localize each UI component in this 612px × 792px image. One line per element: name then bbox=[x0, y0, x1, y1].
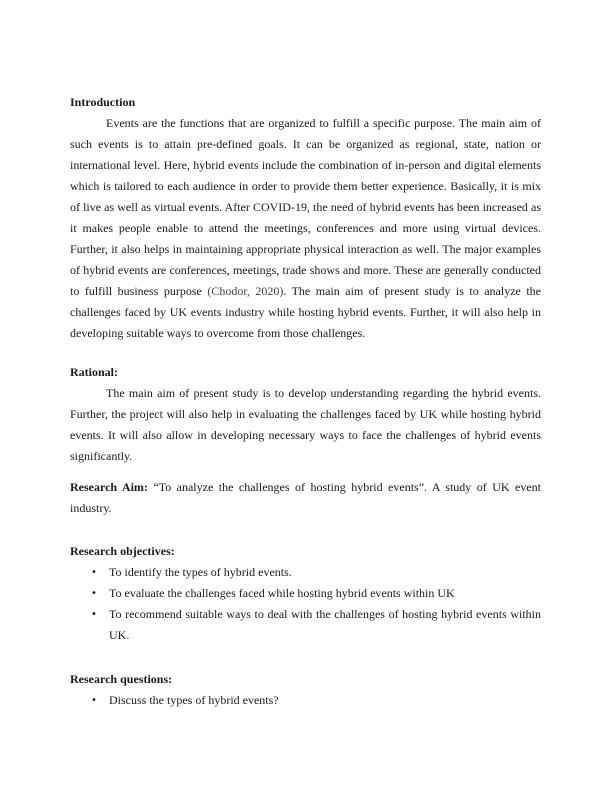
section-heading-rational: Rational: bbox=[70, 365, 118, 379]
introduction-text-after-citation: . The main aim of present study is to analyze the challenges faced by UK events industry while hosting hybrid events. Further, it will also help in developing suitable ways to overcome from those challenges. bbox=[70, 284, 542, 340]
introduction-text-before-citation: Events are the functions that are organized to fulfill a specific purpose. The main aim of such events is to attain pre-defined goals. It can be organized as regional, state, nation or international level. Here, hybrid events include the combination of in-person and digital elements which is tailored to each audience in order to provide them better experience. Basically, it is mix of live as well as virtual events. After COVID-19, the need of hybrid events has been increased as it makes people enable to attend the meetings, conferences and more using virtual devices. Further, it also helps in maintaining appropriate physical interaction as well. The major examples of hybrid events are conferences, meetings, trade shows and more. These are generally conducted to fulfill business purpose bbox=[70, 116, 541, 298]
question-text: Discuss the types of hybrid events? bbox=[109, 693, 279, 707]
list-item bbox=[70, 604, 541, 646]
list-item bbox=[70, 690, 541, 711]
research-aim-text: “To analyze the challenges of hosting hybrid events”. A study of UK event industry. bbox=[70, 480, 541, 515]
section-heading-research-questions: Research questions: bbox=[70, 672, 173, 686]
research-questions-list bbox=[70, 690, 541, 711]
section-heading-introduction: Introduction bbox=[70, 95, 136, 109]
bullet-icon: • bbox=[91, 567, 97, 578]
introduction-paragraph bbox=[70, 113, 541, 344]
bullet-icon: • bbox=[91, 695, 97, 706]
section-heading-research-objectives: Research objectives: bbox=[70, 544, 175, 558]
objective-text: To recommend suitable ways to deal with the challenges of hosting hybrid events within UK. bbox=[109, 607, 541, 642]
bullet-icon: • bbox=[91, 609, 97, 620]
research-objectives-list bbox=[70, 562, 541, 646]
objective-text: To identify the types of hybrid events. bbox=[109, 565, 292, 579]
citation-chodor-2020: (Chodor, 2020) bbox=[207, 284, 284, 298]
bullet-icon: • bbox=[91, 588, 97, 599]
objective-text: To evaluate the challenges faced while hosting hybrid events within UK bbox=[109, 586, 455, 600]
research-aim-paragraph bbox=[70, 477, 541, 519]
research-aim-label: Research Aim: bbox=[70, 480, 148, 494]
list-item bbox=[70, 583, 541, 604]
list-item bbox=[70, 562, 541, 583]
rational-paragraph: The main aim of present study is to develop understanding regarding the hybrid events. Further, the project will also help in evaluating the challenges faced by UK while hosting hybrid events. It will also allow in developing necessary ways to face the challenges of hybrid events significantly. bbox=[70, 386, 541, 463]
